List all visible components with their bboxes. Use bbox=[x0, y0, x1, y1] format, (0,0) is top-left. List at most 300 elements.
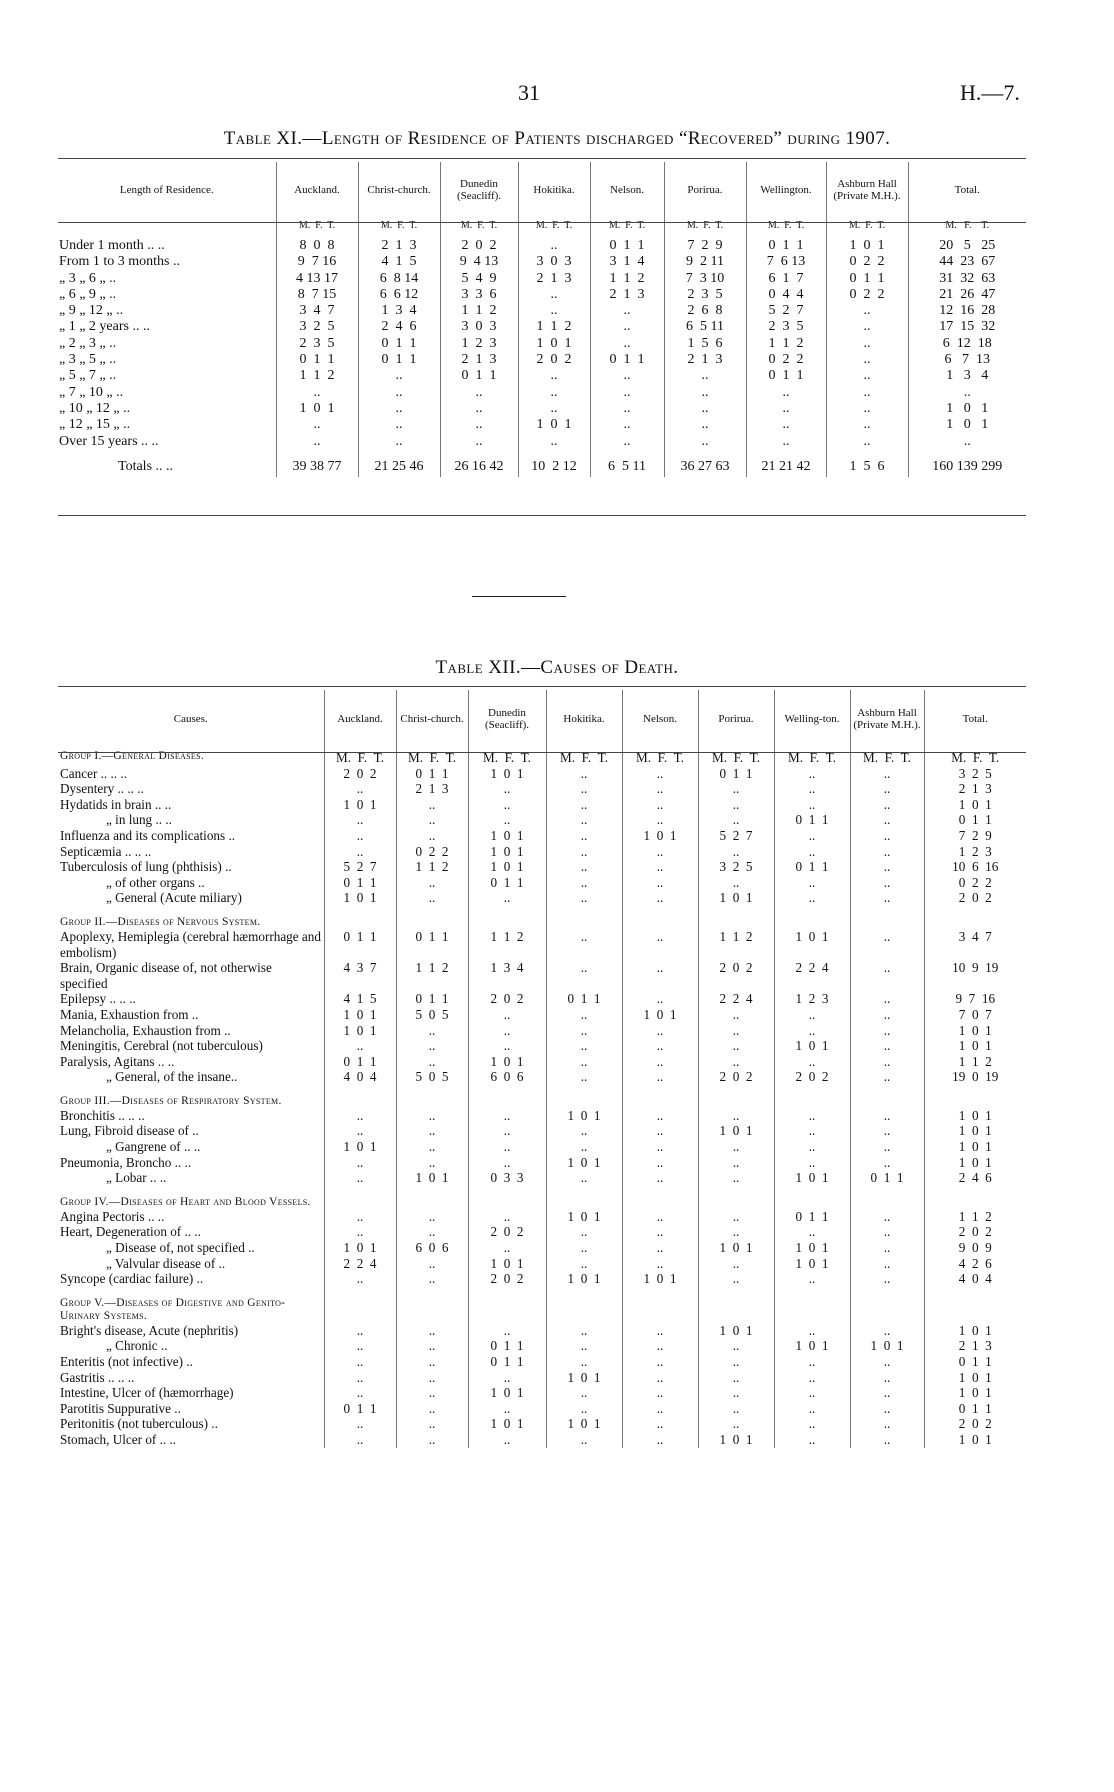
cell: .. bbox=[774, 797, 850, 813]
column-header: Nelson. bbox=[622, 690, 698, 750]
cell: .. bbox=[590, 401, 664, 417]
cell: 3 2 5 bbox=[698, 859, 774, 875]
empty-cell bbox=[622, 1297, 698, 1323]
cell: 5 4 9 bbox=[440, 271, 518, 287]
cell: .. bbox=[698, 1054, 774, 1070]
cell: .. bbox=[518, 368, 590, 384]
cell: 0 1 1 bbox=[396, 766, 468, 782]
cell: .. bbox=[518, 385, 590, 401]
cell: 2 4 6 bbox=[924, 1170, 1026, 1186]
cell: .. bbox=[622, 1023, 698, 1039]
cell: 2 0 2 bbox=[774, 1069, 850, 1085]
cell: .. bbox=[622, 781, 698, 797]
cell: 2 1 3 bbox=[358, 238, 440, 254]
cell: .. bbox=[324, 1271, 396, 1287]
spacer-cell bbox=[850, 906, 924, 916]
cell: .. bbox=[324, 1323, 396, 1339]
spacer-cell bbox=[468, 1085, 546, 1095]
table-xii-title: Table XII.—Causes of Death. bbox=[435, 657, 679, 678]
cell: .. bbox=[546, 1256, 622, 1272]
table-row bbox=[58, 1416, 1026, 1432]
cell: 17 15 32 bbox=[908, 319, 1026, 335]
spacer-cell bbox=[664, 450, 746, 459]
cell: .. bbox=[850, 1069, 924, 1085]
cell: 1 0 1 bbox=[546, 1108, 622, 1124]
cell: .. bbox=[850, 991, 924, 1007]
cell: 21 26 47 bbox=[908, 287, 1026, 303]
spacer-cell bbox=[396, 1085, 468, 1095]
cause-label: Brain, Organic disease of, not otherwise specified bbox=[60, 960, 272, 991]
empty-cell bbox=[396, 1095, 468, 1108]
spacer-cell bbox=[698, 906, 774, 916]
cell: .. bbox=[324, 1038, 396, 1054]
cell: .. bbox=[774, 1401, 850, 1417]
spacer-cell bbox=[324, 1085, 396, 1095]
cell: .. bbox=[518, 434, 590, 450]
cell: 9 7 16 bbox=[276, 254, 358, 270]
spacer-cell bbox=[774, 1186, 850, 1196]
cell: 1 0 1 bbox=[774, 1256, 850, 1272]
cell: 2 0 2 bbox=[468, 1224, 546, 1240]
cell: .. bbox=[698, 1209, 774, 1225]
cell: .. bbox=[590, 319, 664, 335]
table-row bbox=[58, 1240, 1026, 1256]
cell: .. bbox=[546, 1385, 622, 1401]
empty-cell bbox=[546, 1196, 622, 1209]
table-row bbox=[58, 417, 1026, 433]
cell: .. bbox=[276, 417, 358, 433]
spacer-cell bbox=[908, 450, 1026, 459]
cell: .. bbox=[396, 1224, 468, 1240]
cell: .. bbox=[546, 1432, 622, 1448]
spacer-cell bbox=[698, 1186, 774, 1196]
spacer-row bbox=[58, 906, 1026, 916]
cause-label: Gastritis .. .. .. bbox=[60, 1369, 135, 1385]
empty-cell bbox=[924, 1297, 1026, 1323]
group-title: Group V.—Diseases of Digestive and Genito-Urinary Systems. bbox=[60, 1296, 286, 1322]
cell: .. bbox=[396, 1385, 468, 1401]
cell: 1 0 1 bbox=[396, 1170, 468, 1186]
row-label: „ 6 „ 9 „ .. bbox=[59, 286, 117, 302]
empty-cell bbox=[850, 1095, 924, 1108]
cell: 2 1 3 bbox=[440, 352, 518, 368]
table-row bbox=[58, 1069, 1026, 1085]
table-xi-title: Table XI.—Length of Residence of Patients discharged “Recovered” during 1907. bbox=[223, 128, 891, 149]
table-row bbox=[58, 1054, 1026, 1070]
cell: .. bbox=[546, 844, 622, 860]
cell: .. bbox=[622, 812, 698, 828]
row-label: „ 7 „ 10 „ .. bbox=[59, 384, 124, 400]
row-label: „ 5 „ 7 „ .. bbox=[59, 368, 117, 384]
cell: 44 23 67 bbox=[908, 254, 1026, 270]
cell: .. bbox=[826, 352, 908, 368]
table-row bbox=[58, 1271, 1026, 1287]
table-xi-header-row bbox=[58, 162, 1026, 220]
cell: .. bbox=[396, 875, 468, 891]
cell: 3 4 7 bbox=[924, 929, 1026, 960]
cell: .. bbox=[276, 385, 358, 401]
cell: 1 0 1 bbox=[468, 1054, 546, 1070]
cell: .. bbox=[622, 1385, 698, 1401]
cell: .. bbox=[622, 1432, 698, 1448]
table-row bbox=[58, 434, 1026, 450]
table-row bbox=[58, 254, 1026, 270]
cell: .. bbox=[774, 1323, 850, 1339]
totals-cell: 1 5 6 bbox=[826, 459, 908, 477]
cell: .. bbox=[622, 1209, 698, 1225]
cell: .. bbox=[468, 797, 546, 813]
cell: .. bbox=[546, 766, 622, 782]
table-xii bbox=[58, 690, 1026, 1448]
cell: 0 1 1 bbox=[276, 352, 358, 368]
table-row bbox=[58, 781, 1026, 797]
cell: .. bbox=[396, 1038, 468, 1054]
cell: .. bbox=[396, 890, 468, 906]
spacer-cell bbox=[774, 1287, 850, 1297]
empty-cell bbox=[622, 1196, 698, 1209]
cell: .. bbox=[546, 1038, 622, 1054]
cell: 1 1 2 bbox=[590, 271, 664, 287]
cell: .. bbox=[324, 1108, 396, 1124]
column-header: Christ-church. bbox=[396, 690, 468, 750]
cell: 5 2 7 bbox=[746, 303, 826, 319]
cell: 1 5 6 bbox=[664, 336, 746, 352]
cell: .. bbox=[546, 1007, 622, 1023]
column-header: Porirua. bbox=[698, 690, 774, 750]
cell: 9 4 13 bbox=[440, 254, 518, 270]
cell: .. bbox=[826, 434, 908, 450]
cause-label: „ General, of the insane.. bbox=[106, 1069, 238, 1085]
spacer-cell bbox=[546, 906, 622, 916]
cell: 0 1 1 bbox=[826, 271, 908, 287]
empty-cell bbox=[924, 1095, 1026, 1108]
spacer-cell bbox=[58, 906, 324, 916]
cell: 1 0 1 bbox=[468, 828, 546, 844]
cell: 9 2 11 bbox=[664, 254, 746, 270]
empty-cell bbox=[622, 1095, 698, 1108]
mft-label: M. F. T. bbox=[908, 220, 1026, 238]
cell: 2 0 2 bbox=[468, 1271, 546, 1287]
mft-label: M. F. T. bbox=[924, 750, 1026, 766]
cell: .. bbox=[440, 401, 518, 417]
cell: 1 1 2 bbox=[396, 859, 468, 875]
cell: 1 0 1 bbox=[622, 828, 698, 844]
table-row bbox=[58, 1023, 1026, 1039]
cause-label: Syncope (cardiac failure) .. bbox=[60, 1271, 204, 1287]
empty-cell bbox=[396, 1196, 468, 1209]
mft-label: M. F. T. bbox=[698, 750, 774, 766]
cause-label: Septicæmia .. .. .. bbox=[60, 843, 152, 859]
cause-label: „ General (Acute miliary) bbox=[106, 890, 242, 906]
cell: .. bbox=[908, 385, 1026, 401]
cell: 1 0 1 bbox=[468, 766, 546, 782]
cell: 1 0 1 bbox=[468, 1256, 546, 1272]
cell: 1 2 3 bbox=[774, 991, 850, 1007]
cell: 9 0 9 bbox=[924, 1240, 1026, 1256]
cause-label: Hydatids in brain .. .. bbox=[60, 796, 172, 812]
empty-cell bbox=[774, 916, 850, 929]
totals-cell: 26 16 42 bbox=[440, 459, 518, 477]
cell: .. bbox=[774, 1123, 850, 1139]
cell: .. bbox=[622, 844, 698, 860]
cell: 3 0 3 bbox=[518, 254, 590, 270]
cell: .. bbox=[622, 1338, 698, 1354]
spacer-cell bbox=[622, 1085, 698, 1095]
table-row bbox=[58, 1401, 1026, 1417]
cell: 0 1 1 bbox=[324, 1054, 396, 1070]
empty-cell bbox=[546, 1297, 622, 1323]
totals-row bbox=[58, 459, 1026, 477]
cell: .. bbox=[396, 1338, 468, 1354]
cell: .. bbox=[850, 1209, 924, 1225]
cell: .. bbox=[396, 1354, 468, 1370]
cell: .. bbox=[698, 1416, 774, 1432]
cell: .. bbox=[546, 1224, 622, 1240]
mft-label: M. F. T. bbox=[518, 220, 590, 238]
cell: .. bbox=[622, 797, 698, 813]
cell: 0 1 1 bbox=[324, 1401, 396, 1417]
cell: 0 1 1 bbox=[468, 1338, 546, 1354]
spacer-cell bbox=[590, 450, 664, 459]
cell: .. bbox=[396, 1271, 468, 1287]
column-header: Christ-church. bbox=[358, 162, 440, 220]
group-row bbox=[58, 1196, 1026, 1209]
table-row bbox=[58, 1224, 1026, 1240]
cell: .. bbox=[746, 401, 826, 417]
cell: .. bbox=[324, 1432, 396, 1448]
cell: 1 0 1 bbox=[924, 1155, 1026, 1171]
totals-cell: 21 25 46 bbox=[358, 459, 440, 477]
cell: .. bbox=[698, 1108, 774, 1124]
empty-cell bbox=[546, 916, 622, 929]
cell: 1 2 3 bbox=[440, 336, 518, 352]
cell: .. bbox=[850, 828, 924, 844]
cell: 0 2 2 bbox=[826, 254, 908, 270]
spacer-cell bbox=[546, 1287, 622, 1297]
table-row bbox=[58, 812, 1026, 828]
table-row bbox=[58, 319, 1026, 335]
empty-cell bbox=[698, 1095, 774, 1108]
cell: .. bbox=[396, 812, 468, 828]
cell: .. bbox=[440, 385, 518, 401]
cell: .. bbox=[774, 1139, 850, 1155]
cell: 2 2 4 bbox=[324, 1256, 396, 1272]
cell: .. bbox=[850, 1240, 924, 1256]
cell: 6 0 6 bbox=[468, 1069, 546, 1085]
cell: .. bbox=[622, 859, 698, 875]
cell: .. bbox=[826, 368, 908, 384]
cell: 0 1 1 bbox=[324, 929, 396, 960]
mft-label: M. F. T. bbox=[746, 220, 826, 238]
cause-label: „ Gangrene of .. .. bbox=[106, 1139, 201, 1155]
empty-cell bbox=[924, 1196, 1026, 1209]
mft-label: M. F. T. bbox=[622, 750, 698, 766]
table-row bbox=[58, 1123, 1026, 1139]
cell: .. bbox=[358, 434, 440, 450]
table-row bbox=[58, 287, 1026, 303]
cell: 0 1 1 bbox=[546, 991, 622, 1007]
cell: 1 0 1 bbox=[924, 1123, 1026, 1139]
cell: 6 8 14 bbox=[358, 271, 440, 287]
cell: 2 0 2 bbox=[440, 238, 518, 254]
cell: .. bbox=[622, 1354, 698, 1370]
row-label: Under 1 month .. .. bbox=[59, 238, 165, 253]
cell: 1 0 1 bbox=[924, 797, 1026, 813]
cell: 10 9 19 bbox=[924, 960, 1026, 991]
spacer-cell bbox=[324, 1287, 396, 1297]
mft-label: M. F. T. bbox=[358, 220, 440, 238]
table-row bbox=[58, 1139, 1026, 1155]
spacer-row bbox=[58, 450, 1026, 459]
cell: .. bbox=[850, 1023, 924, 1039]
cell: .. bbox=[546, 828, 622, 844]
cell: .. bbox=[590, 368, 664, 384]
cell: .. bbox=[850, 1323, 924, 1339]
empty-cell bbox=[396, 916, 468, 929]
cell: .. bbox=[358, 368, 440, 384]
cell: 6 5 11 bbox=[664, 319, 746, 335]
cell: .. bbox=[774, 1007, 850, 1023]
cause-label: Influenza and its complications .. bbox=[60, 827, 236, 843]
cause-label: Epilepsy .. .. .. bbox=[60, 991, 136, 1007]
cell: .. bbox=[468, 1209, 546, 1225]
cell: 1 1 2 bbox=[924, 1054, 1026, 1070]
table-row bbox=[58, 368, 1026, 384]
cell: 1 1 2 bbox=[396, 960, 468, 991]
cell: 2 0 2 bbox=[468, 991, 546, 1007]
spacer-cell bbox=[396, 906, 468, 916]
cell: .. bbox=[324, 1338, 396, 1354]
table-row bbox=[58, 1370, 1026, 1386]
spacer-cell bbox=[546, 1085, 622, 1095]
cell: .. bbox=[324, 1370, 396, 1386]
spacer-cell bbox=[396, 1186, 468, 1196]
cell: 2 1 3 bbox=[664, 352, 746, 368]
cell: .. bbox=[698, 781, 774, 797]
cell: 1 0 1 bbox=[324, 1240, 396, 1256]
spacer-cell bbox=[58, 1287, 324, 1297]
spacer-cell bbox=[698, 1287, 774, 1297]
column-header: Hokitika. bbox=[546, 690, 622, 750]
spacer-cell bbox=[358, 450, 440, 459]
spacer-cell bbox=[468, 906, 546, 916]
cell: 4 1 5 bbox=[358, 254, 440, 270]
cell: 1 0 1 bbox=[850, 1338, 924, 1354]
cell: 0 1 1 bbox=[324, 875, 396, 891]
cell: 3 0 3 bbox=[440, 319, 518, 335]
cell: .. bbox=[396, 1054, 468, 1070]
empty-cell bbox=[468, 1297, 546, 1323]
cell: 7 3 10 bbox=[664, 271, 746, 287]
cell: 0 3 3 bbox=[468, 1170, 546, 1186]
cell: 1 0 1 bbox=[924, 1139, 1026, 1155]
empty-cell bbox=[396, 1297, 468, 1323]
cell: .. bbox=[324, 844, 396, 860]
cell: 1 0 1 bbox=[622, 1271, 698, 1287]
cell: .. bbox=[664, 368, 746, 384]
cell: .. bbox=[850, 1416, 924, 1432]
cell: 4 3 7 bbox=[324, 960, 396, 991]
cell: 1 0 1 bbox=[324, 1023, 396, 1039]
cell: .. bbox=[850, 781, 924, 797]
cell: .. bbox=[774, 1271, 850, 1287]
table-row bbox=[58, 1038, 1026, 1054]
cell: 4 1 5 bbox=[324, 991, 396, 1007]
cell: .. bbox=[826, 417, 908, 433]
spacer-cell bbox=[746, 450, 826, 459]
cell: 1 0 1 bbox=[924, 1023, 1026, 1039]
cell: .. bbox=[324, 828, 396, 844]
cell: 1 0 1 bbox=[698, 1432, 774, 1448]
cell: .. bbox=[546, 1401, 622, 1417]
cell: .. bbox=[698, 1370, 774, 1386]
cell: .. bbox=[324, 781, 396, 797]
cell: .. bbox=[850, 1385, 924, 1401]
cell: 4 13 17 bbox=[276, 271, 358, 287]
cell: .. bbox=[622, 1240, 698, 1256]
cell: .. bbox=[518, 401, 590, 417]
cell: 0 1 1 bbox=[774, 1209, 850, 1225]
column-header: Length of Residence. bbox=[119, 184, 214, 197]
cell: .. bbox=[774, 1416, 850, 1432]
cell: 3 4 7 bbox=[276, 303, 358, 319]
cell: .. bbox=[774, 875, 850, 891]
cell: .. bbox=[590, 417, 664, 433]
cell: .. bbox=[276, 434, 358, 450]
cell: .. bbox=[850, 1271, 924, 1287]
cell: 1 0 1 bbox=[908, 401, 1026, 417]
empty-cell bbox=[698, 916, 774, 929]
cell: 19 0 19 bbox=[924, 1069, 1026, 1085]
table-row bbox=[58, 828, 1026, 844]
cell: 0 1 1 bbox=[440, 368, 518, 384]
row-label: „ 9 „ 12 „ .. bbox=[59, 303, 124, 319]
empty-cell bbox=[622, 916, 698, 929]
spacer-cell bbox=[622, 1287, 698, 1297]
cell: 2 2 4 bbox=[698, 991, 774, 1007]
cell: .. bbox=[590, 434, 664, 450]
empty-cell bbox=[698, 1196, 774, 1209]
cell: .. bbox=[698, 1385, 774, 1401]
cause-label: „ Lobar .. .. bbox=[106, 1170, 167, 1186]
cause-label: Intestine, Ulcer of (hæmorrhage) bbox=[60, 1385, 234, 1401]
cell: 6 7 13 bbox=[908, 352, 1026, 368]
column-header: Ashburn Hall (Private M.H.). bbox=[826, 162, 908, 220]
cell: 0 1 1 bbox=[850, 1170, 924, 1186]
page-reference: H.—7. bbox=[960, 80, 1020, 105]
cell: 2 1 3 bbox=[924, 1338, 1026, 1354]
cause-label: Bright's disease, Acute (nephritis) bbox=[60, 1322, 239, 1338]
group-title: Group III.—Diseases of Respiratory System. bbox=[60, 1094, 282, 1107]
cell: 2 0 2 bbox=[698, 1069, 774, 1085]
empty-cell bbox=[468, 1095, 546, 1108]
cell: .. bbox=[546, 929, 622, 960]
spacer-cell bbox=[826, 450, 908, 459]
cell: .. bbox=[468, 781, 546, 797]
totals-cell: 6 5 11 bbox=[590, 459, 664, 477]
cell: 1 1 2 bbox=[276, 368, 358, 384]
cell: 1 0 1 bbox=[324, 890, 396, 906]
cause-label: Cancer .. .. .. bbox=[60, 765, 128, 781]
table-row bbox=[58, 1170, 1026, 1186]
cell: .. bbox=[622, 1224, 698, 1240]
table-row bbox=[58, 929, 1026, 960]
cell: .. bbox=[468, 1401, 546, 1417]
empty-cell bbox=[324, 1297, 396, 1323]
table-row bbox=[58, 1385, 1026, 1401]
cause-label: Apoplexy, Hemiplegia (cerebral hæmorrhage and embolism) bbox=[60, 928, 321, 960]
cell: .. bbox=[546, 1069, 622, 1085]
